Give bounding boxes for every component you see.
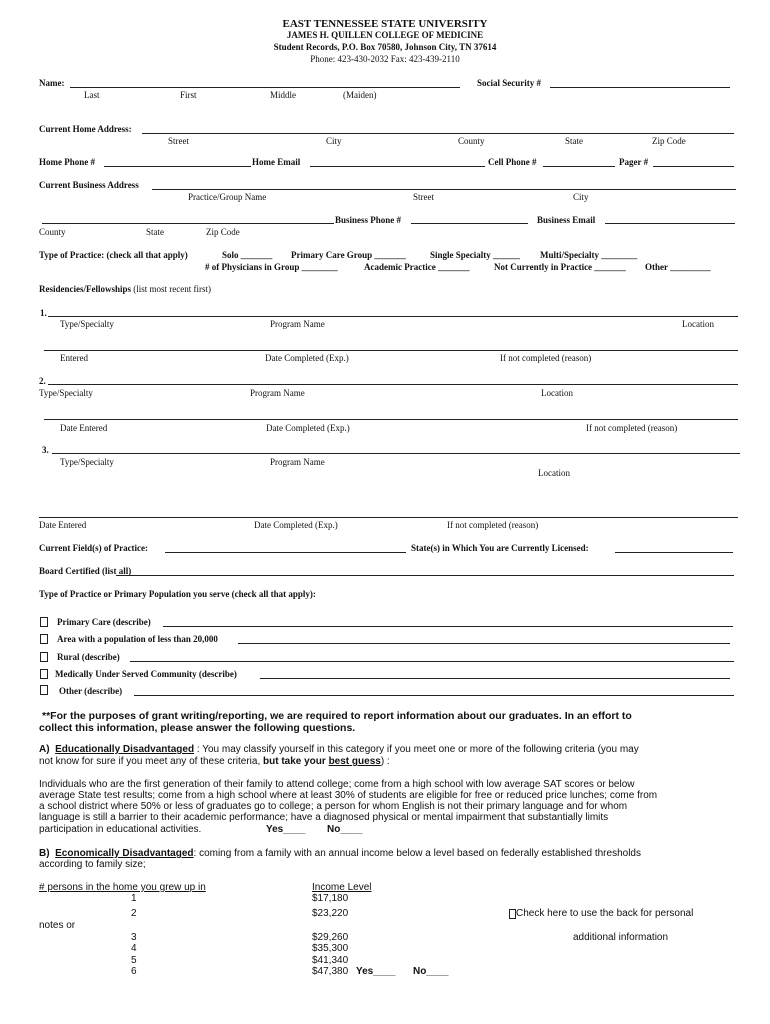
grant-intro-2: collect this information, please answer the following questions. [39, 722, 356, 734]
maiden-caption: (Maiden) [343, 90, 377, 100]
primary-care-field[interactable] [163, 626, 733, 627]
ssn-field[interactable] [550, 87, 730, 88]
state-caption: State [565, 136, 583, 146]
r3-location-caption: Location [538, 468, 570, 478]
pager-label: Pager # [619, 157, 649, 167]
home-address-label: Current Home Address: [39, 124, 132, 134]
criteria-line-3: a school district where 50% or less of graduates go to college; a person for whom English is not their primary language and for whom [39, 801, 628, 812]
income-5: $41,340 [312, 955, 349, 966]
r1-location-caption: Location [682, 319, 714, 329]
first-caption: First [180, 90, 197, 100]
board-certified-input[interactable] [116, 575, 734, 576]
multi-specialty-option[interactable]: Multi/Specialty ________ [540, 250, 638, 260]
cell-phone-label: Cell Phone # [488, 157, 537, 167]
residency-1-number: 1. [40, 308, 47, 318]
persons-2: 2 [131, 908, 137, 919]
option-other: Other (describe) [59, 686, 123, 696]
city-caption: City [326, 136, 342, 146]
physicians-count-option[interactable]: # of Physicians in Group ________ [205, 262, 338, 272]
r2-completed-caption: Date Completed (Exp.) [266, 423, 350, 433]
practice-caption: Practice/Group Name [188, 192, 267, 202]
practice-type-label: Type of Practice: (check all that apply) [39, 250, 188, 260]
solo-option[interactable]: Solo _______ [222, 250, 273, 260]
residency-2-dates-field[interactable] [44, 419, 738, 420]
r2-not-completed-caption: If not completed (reason) [586, 423, 678, 433]
r1-type-caption: Type/Specialty [60, 319, 114, 329]
phone-fax: Phone: 423-430-2032 Fax: 423-439-2110 [310, 54, 460, 64]
checkbox-underserved[interactable] [40, 669, 48, 679]
business-street-caption: Street [413, 192, 434, 202]
address-line: Student Records, P.O. Box 70580, Johnson City, TN 37614 [273, 42, 497, 52]
licensed-states-input[interactable] [615, 552, 733, 553]
section-a-heading: A) Educationally Disadvantaged : You may classify yourself in this category if you meet one or more of the following criteria (you may [39, 744, 639, 755]
option-underserved: Medically Under Served Community (describe) [55, 669, 237, 679]
option-primary-care: Primary Care (describe) [57, 617, 151, 627]
other-option[interactable]: Other _________ [645, 262, 711, 272]
county-caption: County [458, 136, 485, 146]
street-caption: Street [168, 136, 189, 146]
population-label: Type of Practice or Primary Population you serve (check all that apply): [39, 589, 316, 599]
r1-program-caption: Program Name [270, 319, 325, 329]
r2-location-caption: Location [541, 388, 573, 398]
r1-entered-caption: Entered [60, 353, 88, 363]
additional-info-label: additional information [573, 932, 669, 943]
checkbox-rural[interactable] [40, 652, 48, 662]
section-b-text: according to family size; [39, 859, 146, 870]
income-4: $35,300 [312, 943, 349, 954]
option-rural: Rural (describe) [57, 652, 120, 662]
checkbox-population[interactable] [40, 634, 48, 644]
single-specialty-option[interactable]: Single Specialty ______ [430, 250, 521, 260]
criteria-line-2: average State test results; come from a high school where at least 30% of students are eligible for free or reduced price lunches; come from [39, 790, 658, 801]
other-field[interactable] [134, 695, 734, 696]
income-2: $23,220 [312, 908, 349, 919]
college-name: JAMES H. QUILLEN COLLEGE OF MEDICINE [286, 30, 484, 40]
persons-5: 5 [131, 955, 137, 966]
business-address-label: Current Business Address [39, 180, 139, 190]
business-phone-field[interactable] [411, 223, 528, 224]
business-address-field[interactable] [152, 189, 736, 190]
pager-field[interactable] [653, 166, 734, 167]
r1-completed-caption: Date Completed (Exp.) [265, 353, 349, 363]
grant-intro: **For the purposes of grant writing/reporting, we are required to report information about our graduates. In an effort to [42, 710, 632, 722]
residency-2-field[interactable] [48, 384, 738, 385]
residency-1-dates-field[interactable] [44, 350, 738, 351]
business-county-field[interactable] [42, 223, 334, 224]
check-back-checkbox[interactable] [509, 909, 516, 919]
r3-type-caption: Type/Specialty [60, 457, 114, 467]
home-address-field[interactable] [142, 133, 734, 134]
option-population: Area with a population of less than 20,000 [57, 634, 218, 644]
notes-label: notes or [39, 920, 76, 931]
board-certified-label: Board Certified (list all) [39, 566, 132, 576]
name-field[interactable] [70, 87, 460, 88]
persons-header: # persons in the home you grew up in [39, 882, 206, 893]
primary-care-group-option[interactable]: Primary Care Group _______ [291, 250, 406, 260]
criteria-line-1: Individuals who are the first generation of their family to attend college; come from a high school with low average SAT scores or below [39, 779, 635, 790]
licensed-states-label: State(s) in Which You are Currently Licensed: [411, 543, 589, 553]
r1-not-completed-caption: If not completed (reason) [500, 353, 592, 363]
business-phone-label: Business Phone # [335, 215, 402, 225]
residency-3-dates-field[interactable] [39, 517, 738, 518]
zip-caption: Zip Code [652, 136, 686, 146]
section-a-text: not know for sure if you meet any of these criteria, but take your best guess) : [39, 756, 390, 767]
educational-no[interactable]: No____ [327, 824, 363, 835]
educational-yes[interactable]: Yes____ [266, 824, 306, 835]
rural-field[interactable] [130, 661, 734, 662]
section-b-heading: B) Economically Disadvantaged: coming from a family with an annual income below a level based on federally established thresholds [39, 848, 641, 859]
criteria-line-5: participation in educational activities. [39, 824, 202, 835]
income-3: $29,260 [312, 932, 349, 943]
residency-2-number: 2. [39, 376, 46, 386]
persons-4: 4 [131, 943, 137, 954]
current-field-input[interactable] [165, 552, 406, 553]
residency-1-field[interactable] [48, 316, 738, 317]
economic-no[interactable]: No____ [413, 966, 449, 977]
not-in-practice-option[interactable]: Not Currently in Practice _______ [494, 262, 626, 272]
middle-caption: Middle [270, 90, 296, 100]
income-1: $17,180 [312, 893, 349, 904]
criteria-line-4: language is still a barrier to their academic performance; have a diagnosed physical or mental impairment that substantially limits [39, 812, 609, 823]
name-label: Name: [39, 78, 65, 88]
home-email-label: Home Email [252, 157, 301, 167]
residencies-label: Residencies/Fellowships (list most recent first) [39, 284, 211, 294]
income-6: $47,380 [312, 966, 349, 977]
check-back-label: Check here to use the back for personal [516, 908, 694, 919]
home-phone-field[interactable] [104, 166, 251, 167]
r3-not-completed-caption: If not completed (reason) [447, 520, 539, 530]
underserved-field[interactable] [260, 678, 730, 679]
ssn-label: Social Security # [477, 78, 541, 88]
current-field-label: Current Field(s) of Practice: [39, 543, 149, 553]
home-email-field[interactable] [310, 166, 485, 167]
r3-program-caption: Program Name [270, 457, 325, 467]
r3-completed-caption: Date Completed (Exp.) [254, 520, 338, 530]
r2-type-caption: Type/Specialty [39, 388, 93, 398]
home-phone-label: Home Phone # [39, 157, 95, 167]
cell-phone-field[interactable] [543, 166, 615, 167]
checkbox-other[interactable] [40, 685, 48, 695]
business-email-label: Business Email [537, 215, 596, 225]
persons-6: 6 [131, 966, 137, 977]
r3-entered-caption: Date Entered [39, 520, 87, 530]
last-caption: Last [84, 90, 100, 100]
business-email-field[interactable] [605, 223, 735, 224]
population-field[interactable] [238, 643, 730, 644]
r2-entered-caption: Date Entered [60, 423, 108, 433]
persons-3: 3 [131, 932, 137, 943]
county-caption-2: County [39, 227, 66, 237]
r2-program-caption: Program Name [250, 388, 305, 398]
income-header: Income Level [312, 882, 372, 893]
residency-3-number: 3. [42, 445, 49, 455]
academic-practice-option[interactable]: Academic Practice _______ [364, 262, 470, 272]
state-caption-2: State [146, 227, 164, 237]
business-city-caption: City [573, 192, 589, 202]
university-title: EAST TENNESSEE STATE UNIVERSITY [282, 18, 488, 30]
checkbox-primary-care[interactable] [40, 617, 48, 627]
zip-caption-2: Zip Code [206, 227, 240, 237]
residency-3-field[interactable] [52, 453, 740, 454]
economic-yes[interactable]: Yes____ [356, 966, 396, 977]
persons-1: 1 [131, 893, 137, 904]
